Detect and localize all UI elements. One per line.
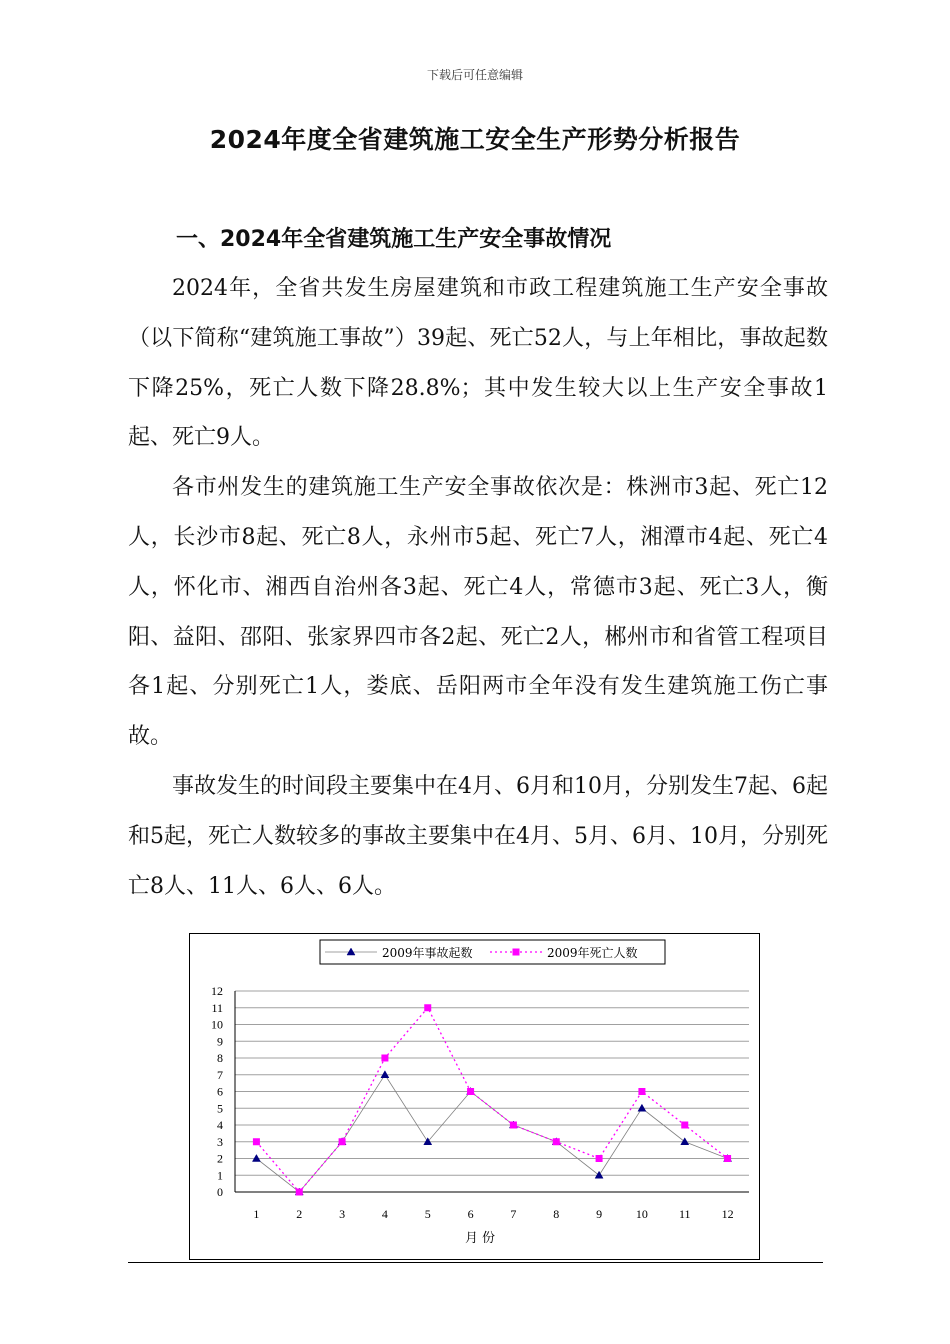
paragraph-by-city: 各市州发生的建筑施工生产安全事故依次是：株洲市3起、死亡12人，长沙市8起、死亡8人，永州市5起、死亡7人，湘潭市4起、死亡4人，怀化市、湘西自治州各3起、死亡4人，常德市3起、死亡3人，衡阳、益阳、邵阳、张家界四市各2起、死亡2人，郴州市和省管工程项目各1起、分别死亡1人，娄底、岳阳两市全年没有发生建筑施工伤亡事故。 (128, 475, 828, 750)
x-tick-label: 12 (721, 1207, 734, 1221)
data-point-series-2 (381, 1055, 388, 1062)
data-point-series-2 (596, 1155, 603, 1162)
x-tick-label: 8 (553, 1207, 560, 1221)
data-point-series-2 (681, 1122, 688, 1129)
data-point-series-2 (510, 1122, 517, 1129)
bottom-rule (128, 1262, 823, 1263)
legend-label-2: 2009年死亡人数 (547, 946, 638, 960)
y-tick-label: 4 (217, 1118, 223, 1132)
paragraph-summary: 2024年，全省共发生房屋建筑和市政工程建筑施工生产安全事故（以下简称“建筑施工事故”）39起、死亡52人，与上年相比，事故起数下降25%，死亡人数下降28.8%；其中发生较大以上生产安全事故1起、死亡9人。 (128, 276, 828, 451)
legend-label-1: 2009年事故起数 (382, 946, 473, 960)
y-tick-label: 3 (217, 1134, 223, 1149)
y-tick-label: 7 (217, 1067, 223, 1082)
data-point-series-2 (553, 1138, 560, 1145)
section-body (128, 264, 828, 911)
y-tick-label: 0 (217, 1185, 223, 1199)
x-tick-label: 6 (467, 1207, 474, 1221)
section-heading: 一、2024年全省建筑施工生产安全事故情况 (176, 227, 612, 252)
paragraph-by-month: 事故发生的时间段主要集中在4月、6月和10月，分别发生7起、6起和5起，死亡人数较多的事故主要集中在4月、5月、6月、10月，分别死亡8人、11人、6人、6人。 (128, 773, 829, 899)
x-tick-label: 10 (635, 1207, 648, 1221)
y-tick-label: 11 (211, 1000, 223, 1015)
y-tick-label: 12 (211, 984, 223, 998)
x-tick-label: 11 (678, 1207, 691, 1221)
x-tick-label: 2 (296, 1207, 303, 1221)
y-tick-label: 9 (217, 1034, 223, 1049)
x-tick-label: 9 (596, 1207, 603, 1221)
legend-marker-2 (513, 949, 520, 956)
y-tick-label: 2 (217, 1151, 223, 1166)
header-note: 下载后可任意编辑 (426, 68, 523, 82)
y-tick-label: 5 (217, 1101, 223, 1116)
data-point-series-2 (253, 1138, 260, 1145)
data-point-series-2 (467, 1088, 474, 1095)
x-tick-label: 3 (339, 1207, 346, 1221)
document-title: 2024年度全省建筑施工安全生产形势分析报告 (209, 125, 741, 154)
y-tick-label: 10 (211, 1017, 223, 1032)
chart-canvas (190, 934, 759, 1259)
x-tick-label: 5 (424, 1207, 431, 1221)
x-axis-title: 月份 (464, 1231, 500, 1246)
y-tick-label: 1 (217, 1168, 223, 1183)
accident-chart (189, 933, 760, 1260)
y-tick-label: 8 (217, 1051, 223, 1065)
x-tick-label: 7 (510, 1207, 517, 1221)
data-point-series-2 (724, 1155, 731, 1162)
data-point-series-2 (339, 1138, 346, 1145)
y-tick-label: 6 (217, 1084, 223, 1099)
x-tick-label: 1 (253, 1207, 260, 1221)
data-point-series-2 (424, 1004, 431, 1011)
x-tick-label: 4 (381, 1207, 388, 1221)
data-point-series-2 (296, 1189, 303, 1196)
data-point-series-2 (638, 1088, 645, 1095)
